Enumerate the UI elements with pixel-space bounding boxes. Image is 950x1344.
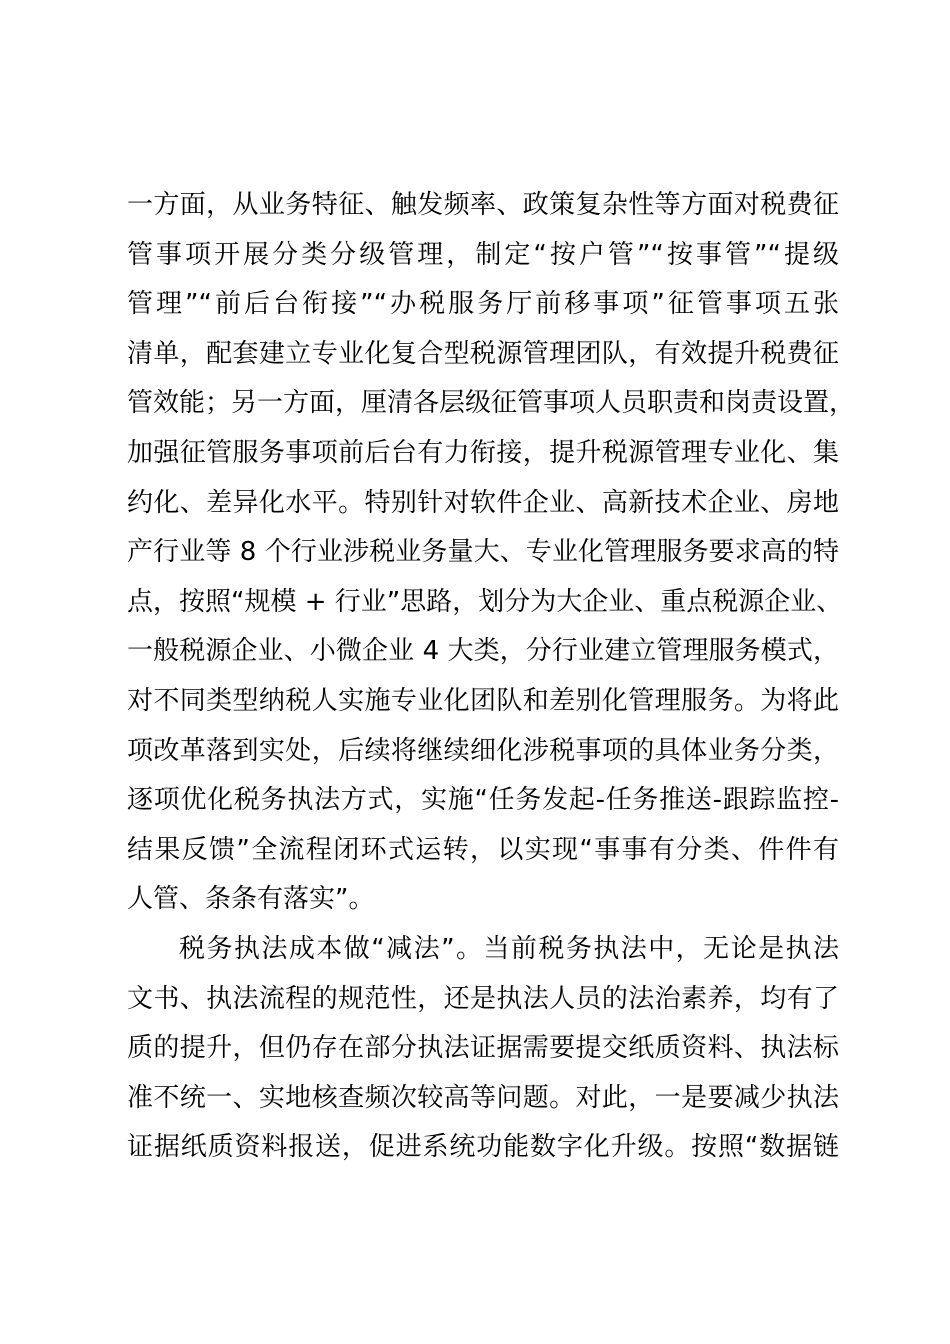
text-line: 人管、条条有落实”。 bbox=[127, 884, 375, 915]
text-line: 逐项优化税务执法方式，实施“任务发起-任务推送-跟踪监控- bbox=[127, 785, 839, 816]
text-line: 证据纸质资料报送，促进系统功能数字化升级。按照“数据链 bbox=[127, 1132, 839, 1163]
text-line: 产行业等 8 个行业涉税业务量大、专业化管理服务要求高的特 bbox=[127, 537, 839, 568]
text-line: 一方面，从业务特征、触发频率、政策复杂性等方面对税费征 bbox=[127, 190, 839, 220]
text-line: 文书、执法流程的规范性，还是执法人员的法治素养，均有了 bbox=[127, 983, 839, 1014]
text-line: 质的提升，但仍存在部分执法证据需要提交纸质资料、执法标 bbox=[127, 1033, 839, 1064]
text-line: 加强征管服务事项前后台有力衔接，提升税源管理专业化、集 bbox=[127, 437, 839, 468]
text-line: 管事项开展分类分级管理，制定“按户管”“按事管”“提级 bbox=[127, 239, 839, 270]
paragraph-start-line: 税务执法成本做“减法”。当前税务执法中，无论是执法 bbox=[179, 933, 839, 964]
body-text bbox=[127, 181, 856, 1173]
text-line: 项改革落到实处，后续将继续细化涉税事项的具体业务分类， bbox=[127, 735, 839, 766]
text-line: 约化、差异化水平。特别针对软件企业、高新技术企业、房地 bbox=[127, 487, 839, 518]
text-line: 一般税源企业、小微企业 4 大类，分行业建立管理服务模式， bbox=[127, 636, 839, 667]
text-line: 点，按照“规模 + 行业”思路，划分为大企业、重点税源企业、 bbox=[127, 586, 843, 617]
text-line: 对不同类型纳税人实施专业化团队和差别化管理服务。为将此 bbox=[127, 685, 839, 716]
text-line: 管理”“前后台衔接”“办税服务厅前移事项”征管事项五张 bbox=[127, 289, 839, 320]
text-line: 清单，配套建立专业化复合型税源管理团队，有效提升税费征 bbox=[127, 338, 839, 369]
text-line: 结果反馈”全流程闭环式运转，以实现“事事有分类、件件有 bbox=[127, 834, 839, 865]
text-line: 准不统一、实地核查频次较高等问题。对此，一是要减少执法 bbox=[127, 1082, 839, 1113]
text-line: 管效能；另一方面，厘清各层级征管事项人员职责和岗责设置， bbox=[127, 388, 856, 419]
